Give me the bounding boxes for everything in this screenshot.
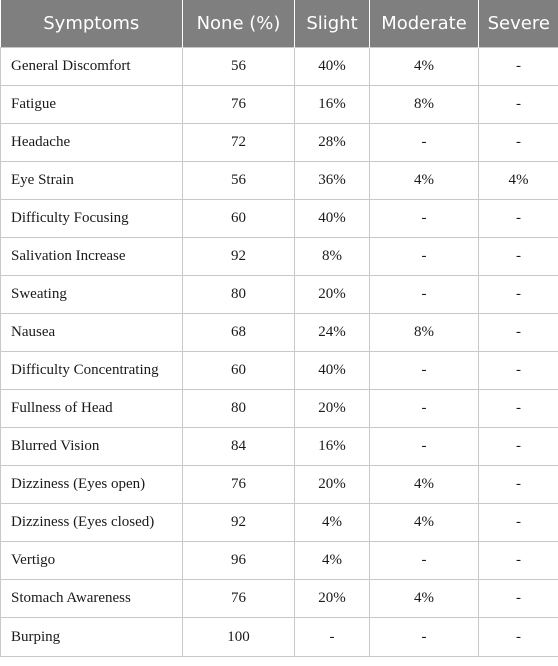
none-cell: 56 [183,162,295,200]
slight-cell: 20% [295,466,370,504]
moderate-cell: 8% [370,314,479,352]
slight-cell: - [295,618,370,657]
none-cell: 100 [183,618,295,657]
header-moderate: Moderate [370,0,479,48]
symptom-cell: Fullness of Head [1,390,183,428]
table-row [1,542,558,580]
table-row [1,162,558,200]
table-row [1,48,558,86]
none-cell: 80 [183,390,295,428]
moderate-cell: - [370,124,479,162]
symptom-cell: Vertigo [1,542,183,580]
none-cell: 56 [183,48,295,86]
table-row [1,200,558,238]
moderate-cell: - [370,200,479,238]
severe-cell: - [479,580,558,618]
slight-cell: 20% [295,276,370,314]
moderate-cell: - [370,352,479,390]
symptom-cell: Blurred Vision [1,428,183,466]
table-row [1,314,558,352]
table-row [1,276,558,314]
severe-cell: - [479,124,558,162]
table-row [1,124,558,162]
severe-cell: - [479,314,558,352]
severe-cell: 4% [479,162,558,200]
symptom-cell: General Discomfort [1,48,183,86]
slight-cell: 16% [295,86,370,124]
slight-cell: 36% [295,162,370,200]
none-cell: 92 [183,504,295,542]
table-row [1,618,558,657]
severe-cell: - [479,276,558,314]
severe-cell: - [479,200,558,238]
moderate-cell: 8% [370,86,479,124]
moderate-cell: 4% [370,504,479,542]
slight-cell: 20% [295,390,370,428]
moderate-cell: - [370,618,479,657]
header-row [1,0,558,48]
moderate-cell: - [370,542,479,580]
symptom-cell: Dizziness (Eyes open) [1,466,183,504]
severe-cell: - [479,352,558,390]
none-cell: 60 [183,200,295,238]
slight-cell: 4% [295,542,370,580]
symptom-cell: Eye Strain [1,162,183,200]
symptom-cell: Dizziness (Eyes closed) [1,504,183,542]
slight-cell: 28% [295,124,370,162]
moderate-cell: - [370,390,479,428]
slight-cell: 4% [295,504,370,542]
table-row [1,352,558,390]
none-cell: 80 [183,276,295,314]
moderate-cell: - [370,238,479,276]
severe-cell: - [479,466,558,504]
severe-cell: - [479,428,558,466]
moderate-cell: - [370,428,479,466]
table-header [1,0,558,48]
slight-cell: 40% [295,352,370,390]
severe-cell: - [479,542,558,580]
none-cell: 68 [183,314,295,352]
slight-cell: 24% [295,314,370,352]
none-cell: 96 [183,542,295,580]
symptom-cell: Sweating [1,276,183,314]
symptom-cell: Difficulty Concentrating [1,352,183,390]
severe-cell: - [479,86,558,124]
none-cell: 92 [183,238,295,276]
symptom-cell: Difficulty Focusing [1,200,183,238]
table-row [1,466,558,504]
severe-cell: - [479,238,558,276]
table-row [1,504,558,542]
symptom-cell: Fatigue [1,86,183,124]
table-row [1,428,558,466]
slight-cell: 8% [295,238,370,276]
slight-cell: 40% [295,48,370,86]
severe-cell: - [479,390,558,428]
none-cell: 76 [183,580,295,618]
slight-cell: 20% [295,580,370,618]
moderate-cell: 4% [370,162,479,200]
header-symptoms: Symptoms [1,0,183,48]
none-cell: 60 [183,352,295,390]
severe-cell: - [479,504,558,542]
moderate-cell: - [370,276,479,314]
slight-cell: 16% [295,428,370,466]
moderate-cell: 4% [370,580,479,618]
none-cell: 76 [183,86,295,124]
none-cell: 76 [183,466,295,504]
symptom-cell: Burping [1,618,183,657]
header-severe: Severe [479,0,558,48]
symptom-cell: Headache [1,124,183,162]
slight-cell: 40% [295,200,370,238]
table-row [1,238,558,276]
table-body [1,48,558,657]
moderate-cell: 4% [370,48,479,86]
symptom-cell: Salivation Increase [1,238,183,276]
severe-cell: - [479,618,558,657]
moderate-cell: 4% [370,466,479,504]
none-cell: 72 [183,124,295,162]
header-none: None (%) [183,0,295,48]
table-row [1,580,558,618]
severe-cell: - [479,48,558,86]
symptom-cell: Nausea [1,314,183,352]
table-row [1,390,558,428]
symptom-cell: Stomach Awareness [1,580,183,618]
none-cell: 84 [183,428,295,466]
header-slight: Slight [295,0,370,48]
table-row [1,86,558,124]
